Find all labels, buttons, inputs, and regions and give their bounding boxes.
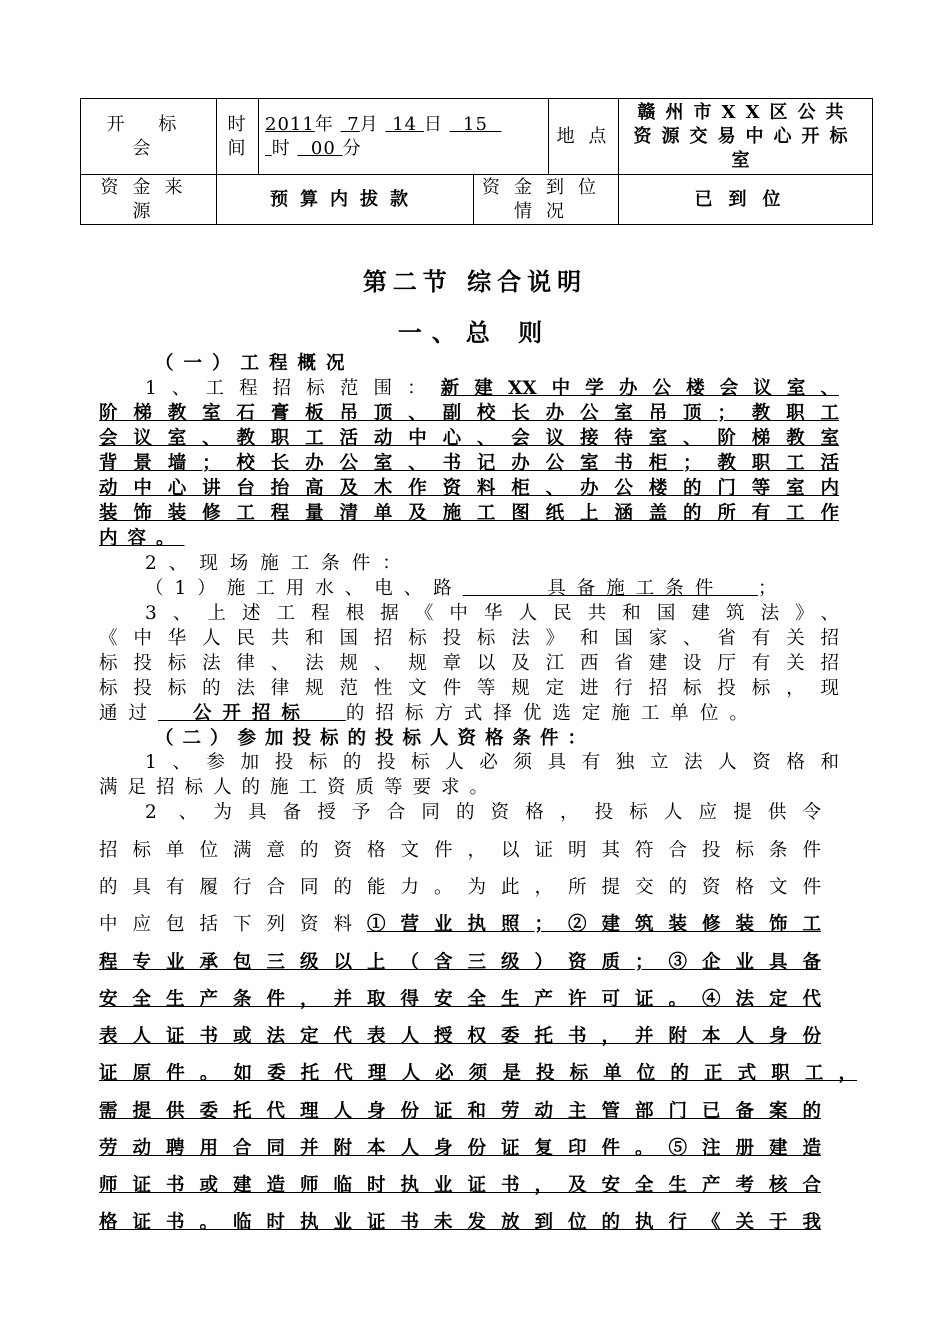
location-label: 地 点	[549, 99, 619, 175]
paragraph-line: 劳动聘用合同并附本人身份证复印件。⑤注册建造	[99, 1138, 821, 1159]
opening-meeting-label: 开 标 会	[81, 99, 217, 175]
paragraph-line: 阶梯教室石膏板吊顶、副校长办公室吊顶；教职工	[99, 403, 839, 424]
location-value: 赣州市XX区公共资源交易中心开标室	[619, 99, 873, 175]
paragraph-line: 会议室、教职工活动中心、会议接待室、阶梯教室	[99, 428, 839, 449]
paragraph-line: 标投标法律、法规、规章以及江西省建设厅有关招	[99, 653, 839, 674]
paragraph-line: 招标单位满意的资格文件，以证明其符合投标条件	[99, 840, 821, 861]
paragraph-line: 动中心讲台抬高及木作资料柜、办公楼的门等室内	[99, 478, 839, 499]
paragraph-line: 2 、为具备授予合同的资格，投标人应提供令	[145, 802, 821, 823]
project-overview-heading: （一）工程概况	[155, 353, 355, 374]
fund-source-label: 资金来源	[81, 175, 217, 225]
paragraph-line: 通过 公开招标 的招标方式择优选定施工单位。	[99, 703, 759, 724]
qualification-heading: （二）参加投标的投标人资格条件：	[155, 728, 596, 749]
paragraph-line: 装饰装修工程量清单及施工图纸上涵盖的所有工作	[99, 503, 839, 524]
general-provisions-heading: 一、总 则	[397, 318, 553, 347]
fund-status-value: 已到位	[619, 175, 873, 225]
paragraph-line: 背景墙；校长办公室、书记办公室书柜；教职工活	[99, 453, 839, 474]
paragraph-line: 1、参加投标的投标人必须具有独立法人资格和	[145, 752, 839, 773]
paragraph-line: 需提供委托代理人身份证和劳动主管部门已备案的	[99, 1101, 821, 1122]
paragraph-line: 1、工程招标范围：新建XX中学办公楼会议室、	[145, 378, 839, 399]
fund-status-label: 资金到位情况	[474, 175, 619, 225]
paragraph-line: 中应包括下列资料①营业执照；②建筑装修装饰工	[99, 914, 821, 935]
paragraph-line: 满足招标人的施工资质等要求。	[99, 777, 499, 798]
paragraph-line: 程专业承包三级以上（含三级）资质；③企业具备	[99, 952, 821, 973]
paragraph-line: 2、现场施工条件：	[145, 553, 413, 574]
paragraph-line: 格证书。临时执业证书未发放到位的执行《关于我	[99, 1212, 821, 1233]
paragraph-line: 的具有履行合同的能力。为此，所提交的资格文件	[99, 877, 821, 898]
paragraph-line: 3、上述工程根据《中华人民共和国建筑法》、	[145, 603, 839, 624]
paragraph-line: 安全生产条件，并取得安全生产许可证。④法定代	[99, 989, 821, 1010]
opening-time: 2011年 7月 14 日 15 时 00 分	[259, 99, 549, 175]
table-row	[81, 175, 873, 225]
paragraph-line: 证原件。如委托代理人必须是投标单位的正式职工，	[99, 1063, 857, 1084]
section-heading: 第二节 综合说明	[362, 267, 588, 296]
paragraph-line: 表人证书或法定代表人授权委托书，并附本人身份	[99, 1026, 821, 1047]
paragraph-line: （1）施工用水、电、路 具备施工条件 ；	[145, 578, 788, 599]
paragraph-line: 内容。	[99, 528, 185, 549]
bid-info-table	[80, 98, 873, 225]
table-row	[81, 99, 873, 175]
paragraph-line: 《中华人民共和国招标投标法》和国家、省有关招	[99, 628, 839, 649]
paragraph-line: 师证书或建造师临时执业证书，及安全生产考核合	[99, 1175, 821, 1196]
time-label: 时 间	[217, 99, 259, 175]
paragraph-line: 标投标的法律规范性文件等规定进行招标投标，现	[99, 678, 839, 699]
fund-source-value: 预算内拔款	[217, 175, 474, 225]
